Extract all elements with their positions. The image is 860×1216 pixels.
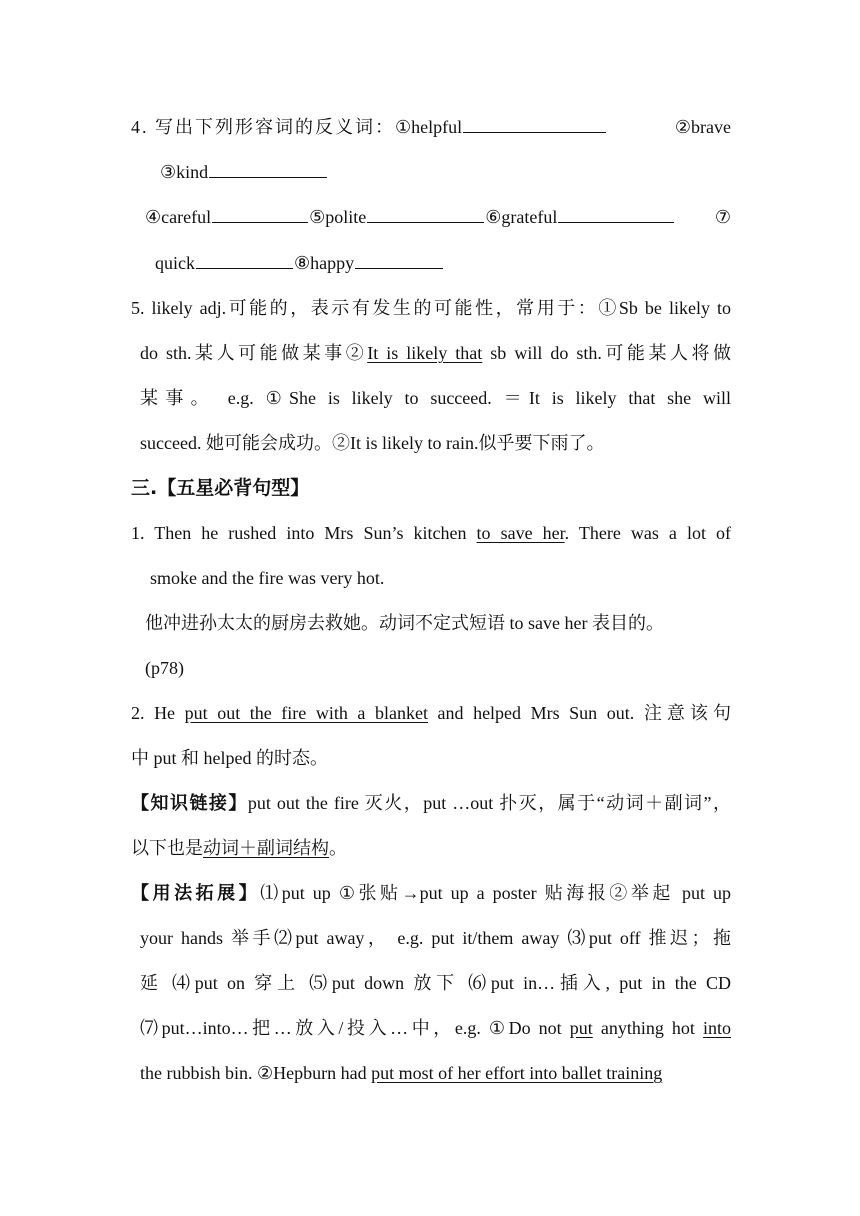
item5-line4: succeed. 她可能会成功。②It is likely to rain.似乎要下雨了。: [140, 433, 605, 453]
item4-line2: [160, 160, 328, 184]
usage-line3: 延 ⑷put on 穿上 ⑸put down 放下 ⑹put in…插入, put in the CD: [140, 973, 731, 993]
answer-blank-happy[interactable]: [355, 252, 443, 269]
antonym-quick: quick: [155, 253, 195, 273]
underlined-word: put: [569, 1018, 593, 1038]
knowledge-link-line2: 以下也是动词＋副词结构。: [131, 838, 347, 858]
answer-blank-grateful[interactable]: [558, 206, 674, 223]
antonym-brave: ②brave: [674, 117, 731, 137]
usage-line2: your hands 举手⑵put away， e.g. put it/them away ⑶put off 推迟；拖: [140, 928, 731, 948]
knowledge-link-tag: 【知识链接】: [131, 793, 248, 814]
item5-line1: 5. likely adj.可能的，表示有发生的可能性，常用于：①Sb be likely to: [131, 298, 731, 318]
item4-line1: [131, 115, 731, 139]
answer-blank-kind[interactable]: [209, 161, 327, 178]
sentence1-line2: smoke and the fire was very hot.: [150, 568, 385, 588]
antonym-helpful: ①helpful: [395, 117, 463, 137]
item5-line2: do sth.某人可能做某事②It is likely that sb will do sth.可能某人将做: [140, 343, 732, 363]
sentence1-line1: 1. Then he rushed into Mrs Sun’s kitchen to save her. There was a lot of: [131, 523, 731, 543]
antonym-quick-number: ⑦: [714, 207, 731, 227]
underlined-phrase: 动词＋副词结构: [203, 838, 329, 858]
antonym-polite: ⑤polite: [309, 207, 367, 227]
sentence1-translation: 他冲进孙太太的厨房去救她。动词不定式短语 to save her 表目的。: [145, 613, 664, 633]
sentence2-line1: 2. He put out the fire with a blanket and helped Mrs Sun out. 注意该句: [131, 703, 731, 723]
underlined-phrase: put most of her effort into ballet training: [371, 1063, 663, 1083]
usage-line1: 【用法拓展】⑴put up ①张贴→put up a poster 贴海报②举起 put up: [131, 883, 731, 904]
sentence2-line2: 中 put 和 helped 的时态。: [131, 748, 328, 768]
page-reference: (p78): [145, 658, 184, 678]
section-heading: 三.【五星必背句型】: [131, 477, 310, 499]
usage-line4: ⑺put…into…把…放入/投入…中，e.g. ①Do not put anything hot into: [140, 1018, 731, 1038]
underlined-phrase: It is likely that: [367, 343, 483, 363]
item4-lead: 4. 写出下列形容词的反义词：: [131, 117, 395, 137]
antonym-kind: ③kind: [160, 162, 209, 182]
item4-line4: [155, 251, 444, 275]
underlined-phrase: put out the fire with a blanket: [184, 703, 428, 723]
answer-blank-polite[interactable]: [367, 206, 484, 223]
item5-line3: 某事。 e.g. ①She is likely to succeed. ＝It is likely that she will: [140, 388, 731, 408]
usage-line5: the rubbish bin. ②Hepburn had put most of her effort into ballet training: [140, 1063, 663, 1083]
answer-blank-helpful[interactable]: [463, 116, 606, 133]
underlined-word: into: [702, 1018, 731, 1038]
antonym-happy: ⑧happy: [294, 253, 355, 273]
underlined-phrase: to save her: [476, 523, 565, 543]
answer-blank-quick[interactable]: [196, 252, 293, 269]
knowledge-link-line1: 【知识链接】put out the fire 灭火，put …out 扑灭，属于“动词＋副词”，: [131, 793, 732, 814]
antonym-careful: ④careful: [145, 207, 212, 227]
usage-tag: 【用法拓展】: [131, 883, 261, 904]
antonym-grateful: ⑥grateful: [485, 207, 558, 227]
item4-line3: [145, 205, 731, 229]
answer-blank-careful[interactable]: [212, 206, 308, 223]
